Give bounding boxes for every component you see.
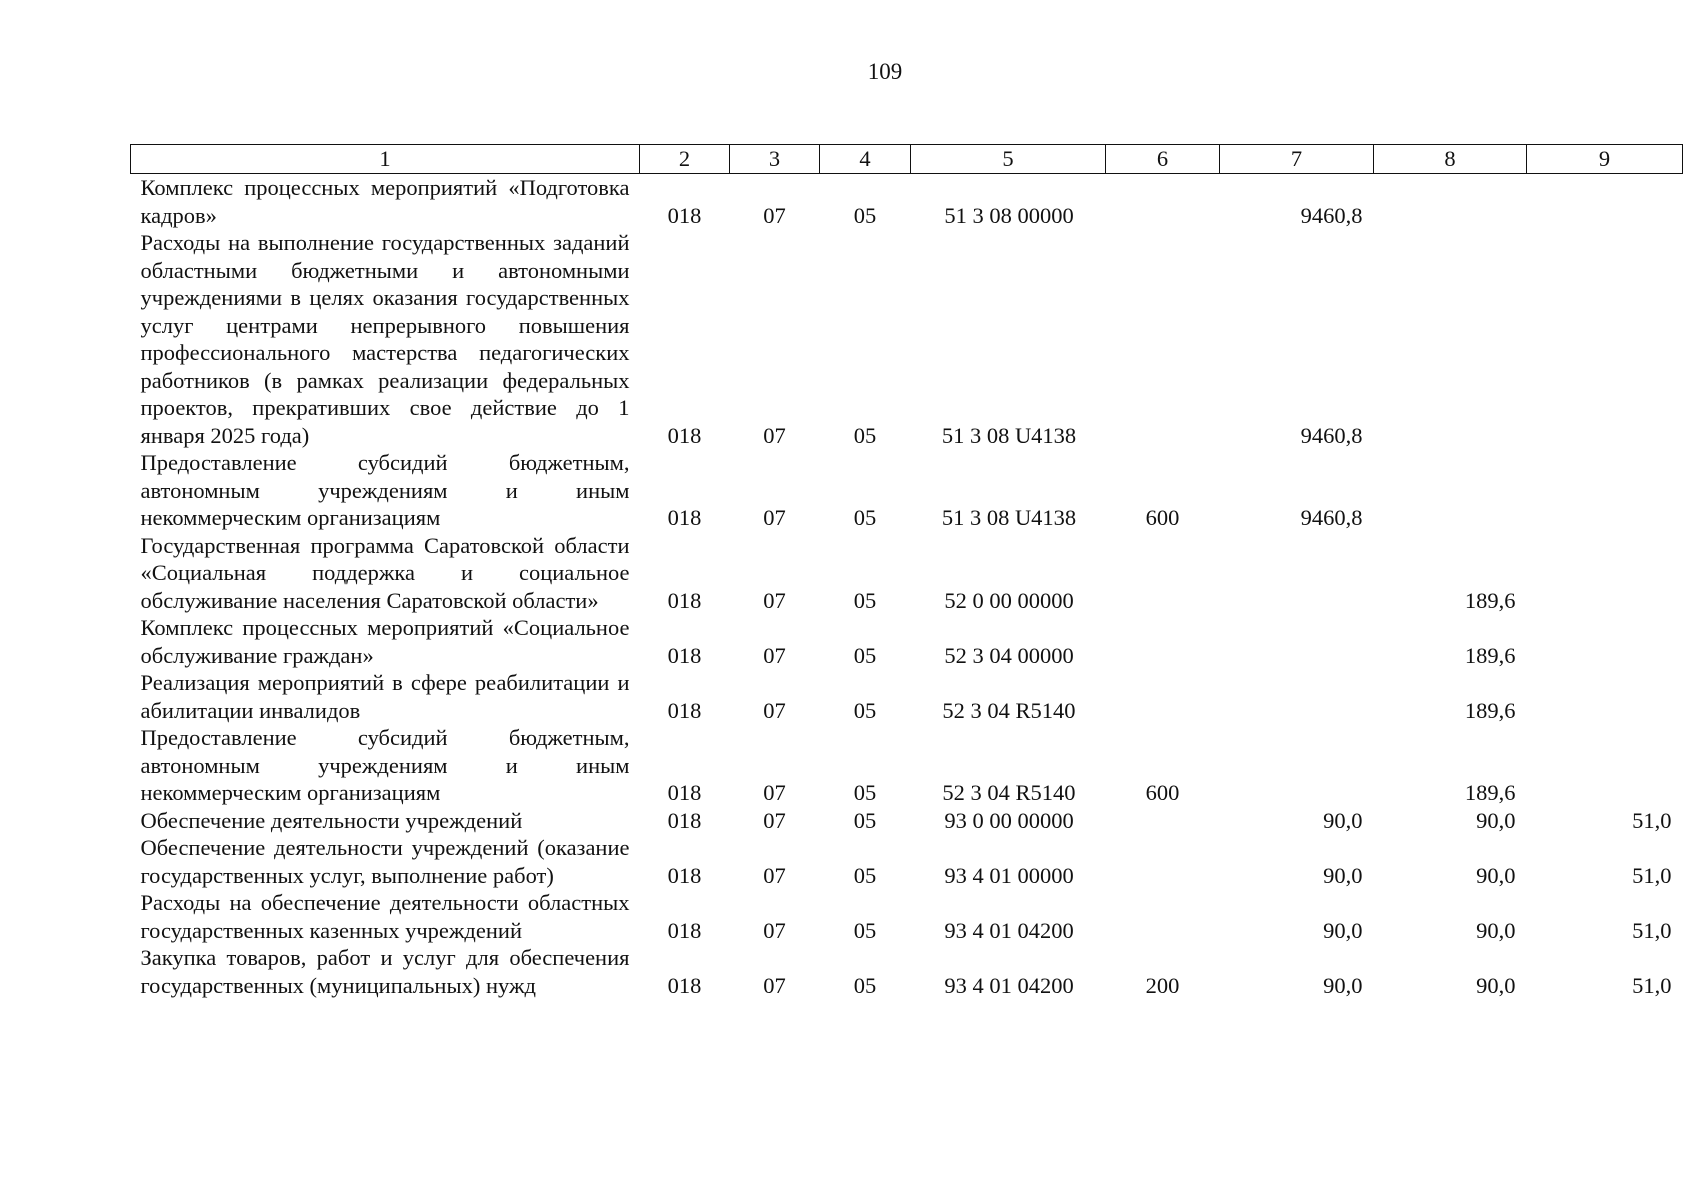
row-name-cell: Комплекс процессных мероприятий «Социальное обслуживание граждан»	[140, 615, 630, 668]
row-col7-cell: 90,0	[1323, 917, 1363, 943]
table-row	[131, 834, 1683, 889]
row-col9-cell: 51,0	[1632, 972, 1672, 998]
row-col9-cell	[1527, 614, 1683, 669]
column-header-2: 2	[640, 145, 730, 174]
table-row	[131, 724, 1683, 807]
row-col9-cell: 51,0	[1632, 807, 1672, 833]
row-col7-cell: 90,0	[1323, 862, 1363, 888]
row-col9-cell: 51,0	[1632, 917, 1672, 943]
row-col5-cell: 52 0 00 00000	[944, 587, 1074, 613]
row-col8-cell: 189,6	[1464, 642, 1516, 668]
table-row	[131, 229, 1683, 449]
row-name-cell: Комплекс процессных мероприятий «Подготовка кадров»	[140, 175, 630, 228]
table-row	[131, 614, 1683, 669]
row-col3-cell: 07	[763, 972, 786, 998]
column-header-7: 7	[1220, 145, 1374, 174]
column-header-5: 5	[911, 145, 1106, 174]
row-col3-cell: 07	[763, 697, 786, 723]
row-col2-cell: 018	[667, 917, 702, 943]
row-col7-cell: 90,0	[1323, 807, 1363, 833]
row-col9-cell	[1527, 669, 1683, 724]
row-col5-cell: 52 3 04 R5140	[942, 780, 1076, 805]
table-row	[131, 669, 1683, 724]
row-col2-cell: 018	[667, 862, 702, 888]
row-col8-cell: 90,0	[1476, 807, 1516, 833]
row-col5-cell: 51 3 08 00000	[944, 202, 1074, 228]
row-col8-cell	[1374, 174, 1527, 230]
row-col4-cell: 05	[853, 422, 877, 448]
row-col4-cell: 05	[853, 917, 877, 943]
row-col6-cell	[1106, 889, 1220, 944]
row-name-cell: Предоставление субсидий бюджетным, автономным учреждениям и иным некоммерческим организациям	[140, 450, 630, 530]
row-col6-cell	[1106, 614, 1220, 669]
row-col6-cell	[1106, 834, 1220, 889]
row-name-cell: Расходы на выполнение государственных заданий областными бюджетными и автономными учреждениями в целях оказания государственных услуг центрами непрерывного повышения профессионального мастерства педагогических работников (в рамках реализации федеральных проектов, прекративших свое действие до 1 января 2025 года)	[140, 230, 630, 448]
table-row	[131, 944, 1683, 999]
row-col8-cell: 189,6	[1464, 780, 1516, 805]
row-name-cell: Предоставление субсидий бюджетным, автономным учреждениям и иным некоммерческим организациям	[140, 725, 630, 805]
row-name-cell: Закупка товаров, работ и услуг для обеспечения государственных (муниципальных) нужд	[140, 945, 630, 998]
row-col4-cell: 05	[853, 807, 877, 833]
row-col3-cell: 07	[763, 917, 786, 943]
row-col8-cell: 90,0	[1476, 917, 1516, 943]
row-col2-cell: 018	[667, 807, 702, 833]
column-header-8: 8	[1374, 145, 1527, 174]
row-col3-cell: 07	[763, 780, 786, 805]
row-col9-cell	[1527, 449, 1683, 532]
table-row	[131, 807, 1683, 835]
row-name-cell: Реализация мероприятий в сфере реабилитации и абилитации инвалидов	[140, 670, 630, 723]
column-header-3: 3	[730, 145, 820, 174]
budget-table	[130, 144, 1683, 999]
table-row	[131, 532, 1683, 615]
row-col7-cell: 9460,8	[1300, 202, 1363, 228]
row-col5-cell: 52 3 04 00000	[944, 642, 1074, 668]
row-col5-cell: 51 3 08 U4138	[941, 422, 1077, 448]
row-col4-cell: 05	[853, 587, 877, 613]
column-header-1: 1	[131, 145, 640, 174]
row-col6-cell	[1106, 669, 1220, 724]
row-col4-cell: 05	[853, 972, 877, 998]
row-col4-cell: 05	[853, 780, 877, 805]
column-header-9: 9	[1527, 145, 1683, 174]
row-col5-cell: 93 4 01 04200	[944, 972, 1074, 998]
header-row	[131, 145, 1683, 174]
table-row	[131, 174, 1683, 230]
table-header	[131, 145, 1683, 174]
column-header-4: 4	[820, 145, 911, 174]
row-col5-cell: 52 3 04 R5140	[942, 697, 1076, 723]
row-col5-cell: 93 4 01 00000	[944, 862, 1074, 888]
row-name-cell: Обеспечение деятельности учреждений	[140, 807, 523, 833]
row-col3-cell: 07	[763, 587, 786, 613]
row-col2-cell: 018	[667, 505, 702, 530]
row-col7-cell	[1220, 532, 1374, 615]
row-col2-cell: 018	[667, 587, 702, 613]
row-col6-cell: 600	[1145, 505, 1180, 530]
row-col6-cell	[1106, 807, 1220, 835]
row-col7-cell: 90,0	[1323, 972, 1363, 998]
page-number: 109	[867, 59, 903, 84]
table-body	[131, 174, 1683, 1000]
row-col9-cell	[1527, 229, 1683, 449]
row-col2-cell: 018	[667, 697, 702, 723]
row-col7-cell	[1220, 614, 1374, 669]
row-col5-cell: 51 3 08 U4138	[941, 505, 1077, 530]
row-col6-cell	[1106, 532, 1220, 615]
table-row	[131, 889, 1683, 944]
row-col2-cell: 018	[667, 642, 702, 668]
row-col7-cell	[1220, 724, 1374, 807]
row-col8-cell: 189,6	[1464, 587, 1516, 613]
row-col8-cell: 189,6	[1464, 697, 1516, 723]
row-col4-cell: 05	[853, 697, 877, 723]
row-col2-cell: 018	[667, 422, 702, 448]
row-col3-cell: 07	[763, 862, 786, 888]
table-row	[131, 449, 1683, 532]
row-col6-cell: 200	[1145, 972, 1180, 998]
row-col7-cell	[1220, 669, 1374, 724]
row-col2-cell: 018	[667, 202, 702, 228]
row-col4-cell: 05	[853, 642, 877, 668]
row-col4-cell: 05	[853, 505, 877, 530]
row-col2-cell: 018	[667, 780, 702, 805]
row-col8-cell	[1374, 449, 1527, 532]
row-col4-cell: 05	[853, 202, 877, 228]
row-col5-cell: 93 0 00 00000	[944, 807, 1074, 833]
row-name-cell: Расходы на обеспечение деятельности областных государственных казенных учреждений	[140, 890, 630, 943]
row-col8-cell: 90,0	[1476, 862, 1516, 888]
row-col3-cell: 07	[763, 642, 786, 668]
row-col3-cell: 07	[763, 807, 786, 833]
row-name-cell: Обеспечение деятельности учреждений (оказание государственных услуг, выполнение работ)	[140, 835, 630, 888]
row-col2-cell: 018	[667, 972, 702, 998]
row-col3-cell: 07	[763, 422, 786, 448]
row-col7-cell: 9460,8	[1300, 505, 1363, 530]
row-col9-cell	[1527, 724, 1683, 807]
row-col3-cell: 07	[763, 202, 786, 228]
row-col8-cell: 90,0	[1476, 972, 1516, 998]
row-col5-cell: 93 4 01 04200	[944, 917, 1074, 943]
column-header-6: 6	[1106, 145, 1220, 174]
row-col7-cell: 9460,8	[1300, 422, 1363, 448]
row-name-cell: Государственная программа Саратовской области «Социальная поддержка и социальное обслуживание населения Саратовской области»	[140, 532, 630, 613]
row-col4-cell: 05	[853, 862, 877, 888]
row-col9-cell	[1527, 174, 1683, 230]
row-col8-cell	[1374, 229, 1527, 449]
row-col3-cell: 07	[763, 505, 786, 530]
row-col6-cell	[1106, 229, 1220, 449]
row-col6-cell	[1106, 174, 1220, 230]
row-col6-cell: 600	[1145, 780, 1180, 805]
row-col9-cell: 51,0	[1632, 862, 1672, 888]
row-col9-cell	[1527, 532, 1683, 615]
